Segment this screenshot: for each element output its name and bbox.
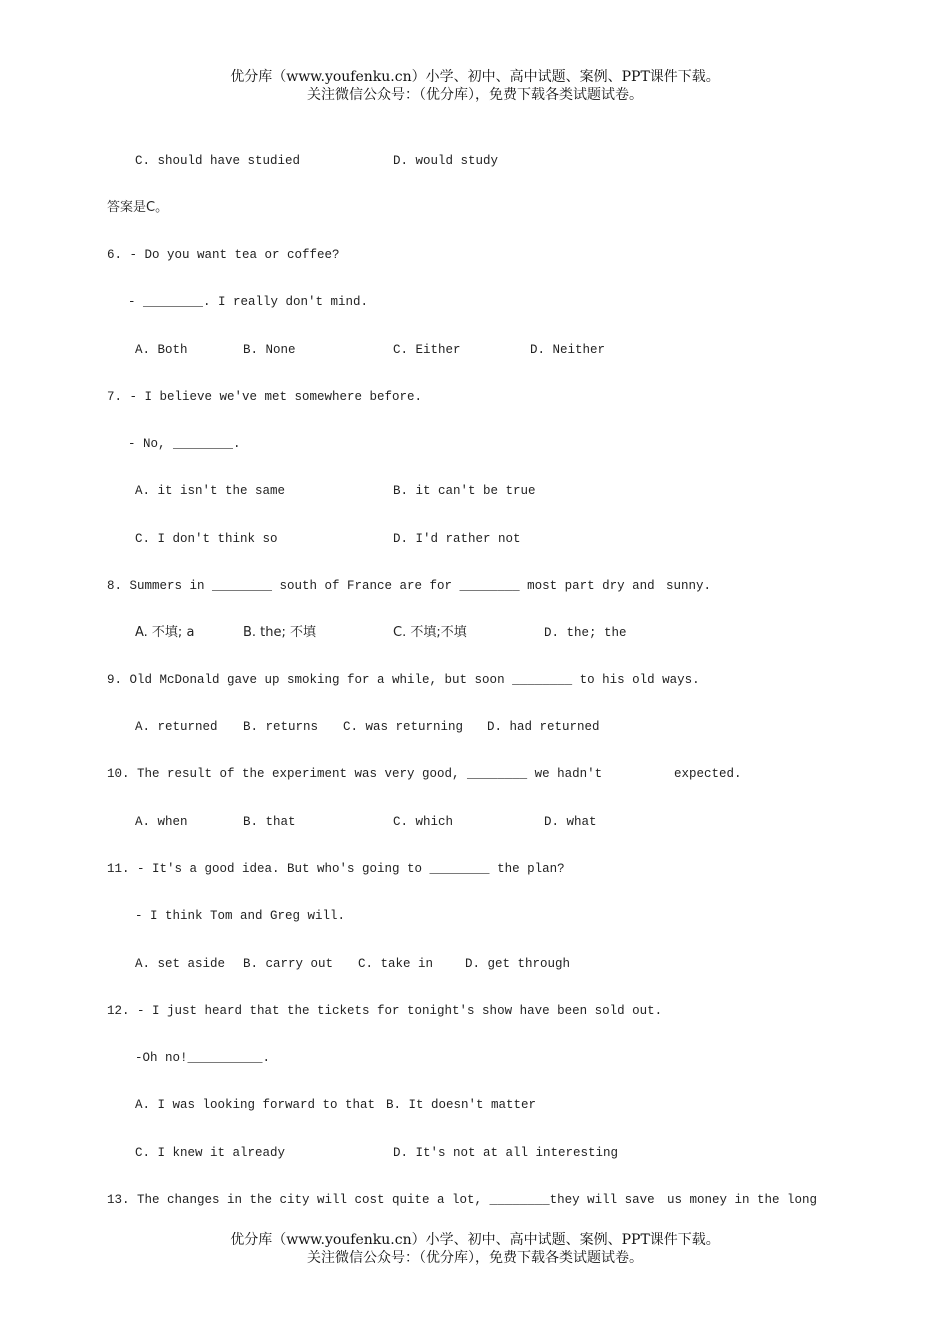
q10-prompt: 10. The result of the experiment was very good, ________ we hadn't xyxy=(107,767,603,781)
q12-option-b: B. It doesn't matter xyxy=(386,1098,537,1112)
q5-option-d: D. would study xyxy=(393,154,499,168)
q12-reply: -Oh no!__________. xyxy=(135,1051,271,1065)
q10-option-d: D. what xyxy=(544,815,597,829)
q11-option-c: C. take in xyxy=(358,957,434,971)
q9-option-c: C. was returning xyxy=(343,720,464,734)
q12-option-a: A. I was looking forward to that xyxy=(135,1098,376,1112)
q11-prompt: 11. - It's a good idea. But who's going to ________ the plan? xyxy=(107,862,565,876)
q6-option-d: D. Neither xyxy=(530,343,606,357)
q12-prompt: 12. - I just heard that the tickets for tonight's show have been sold out. xyxy=(107,1004,663,1018)
header-line-1: 优分库（www.youfenku.cn）小学、初中、高中试题、案例、PPT课件下载。 xyxy=(230,69,720,85)
q10-option-c: C. which xyxy=(393,815,454,829)
page-header xyxy=(0,68,950,104)
q7-reply: - No, ________. xyxy=(128,437,241,451)
q12-option-d: D. It's not at all interesting xyxy=(393,1146,619,1160)
q13-prompt-end: us money in the long xyxy=(667,1193,818,1207)
q8-option-a: A. 不填; a xyxy=(135,625,195,640)
q10-option-b: B. that xyxy=(243,815,296,829)
q11-option-a: A. set aside xyxy=(135,957,226,971)
q7-option-a: A. it isn't the same xyxy=(135,484,286,498)
q10-option-a: A. when xyxy=(135,815,188,829)
q8-option-c: C. 不填;不填 xyxy=(393,625,467,640)
q9-option-a: A. returned xyxy=(135,720,218,734)
page-footer xyxy=(0,1231,950,1267)
q12-option-c: C. I knew it already xyxy=(135,1146,286,1160)
footer-line-1: 优分库（www.youfenku.cn）小学、初中、高中试题、案例、PPT课件下载。 xyxy=(230,1232,720,1248)
header-line-2: 关注微信公众号：（优分库），免费下载各类试题试卷。 xyxy=(307,87,643,103)
q8-option-b: B. the; 不填 xyxy=(243,625,317,640)
q11-option-d: D. get through xyxy=(465,957,571,971)
q5-option-c: C. should have studied xyxy=(135,154,301,168)
q13-prompt: 13. The changes in the city will cost quite a lot, ________they will save xyxy=(107,1193,655,1207)
footer-line-2: 关注微信公众号：（优分库），免费下载各类试题试卷。 xyxy=(307,1250,643,1266)
q9-option-b: B. returns xyxy=(243,720,319,734)
q5-answer: 答案是C。 xyxy=(107,200,169,215)
q6-option-c: C. Either xyxy=(393,343,461,357)
q6-option-b: B. None xyxy=(243,343,296,357)
q6-prompt: 6. - Do you want tea or coffee? xyxy=(107,248,340,262)
q9-option-d: D. had returned xyxy=(487,720,600,734)
q7-option-c: C. I don't think so xyxy=(135,532,278,546)
q6-reply: - ________. I really don't mind. xyxy=(128,295,369,309)
q11-option-b: B. carry out xyxy=(243,957,334,971)
q7-prompt: 7. - I believe we've met somewhere before. xyxy=(107,390,423,404)
q8-option-d: D. the; the xyxy=(544,626,627,640)
q8-prompt: 8. Summers in ________ south of France are for ________ most part dry and xyxy=(107,579,655,593)
q9-prompt: 9. Old McDonald gave up smoking for a while, but soon ________ to his old ways. xyxy=(107,673,700,687)
q7-option-b: B. it can't be true xyxy=(393,484,536,498)
q10-prompt-end: expected. xyxy=(674,767,742,781)
q11-reply: - I think Tom and Greg will. xyxy=(135,909,346,923)
q7-option-d: D. I'd rather not xyxy=(393,532,521,546)
q8-prompt-end: sunny. xyxy=(666,579,712,593)
q6-option-a: A. Both xyxy=(135,343,188,357)
